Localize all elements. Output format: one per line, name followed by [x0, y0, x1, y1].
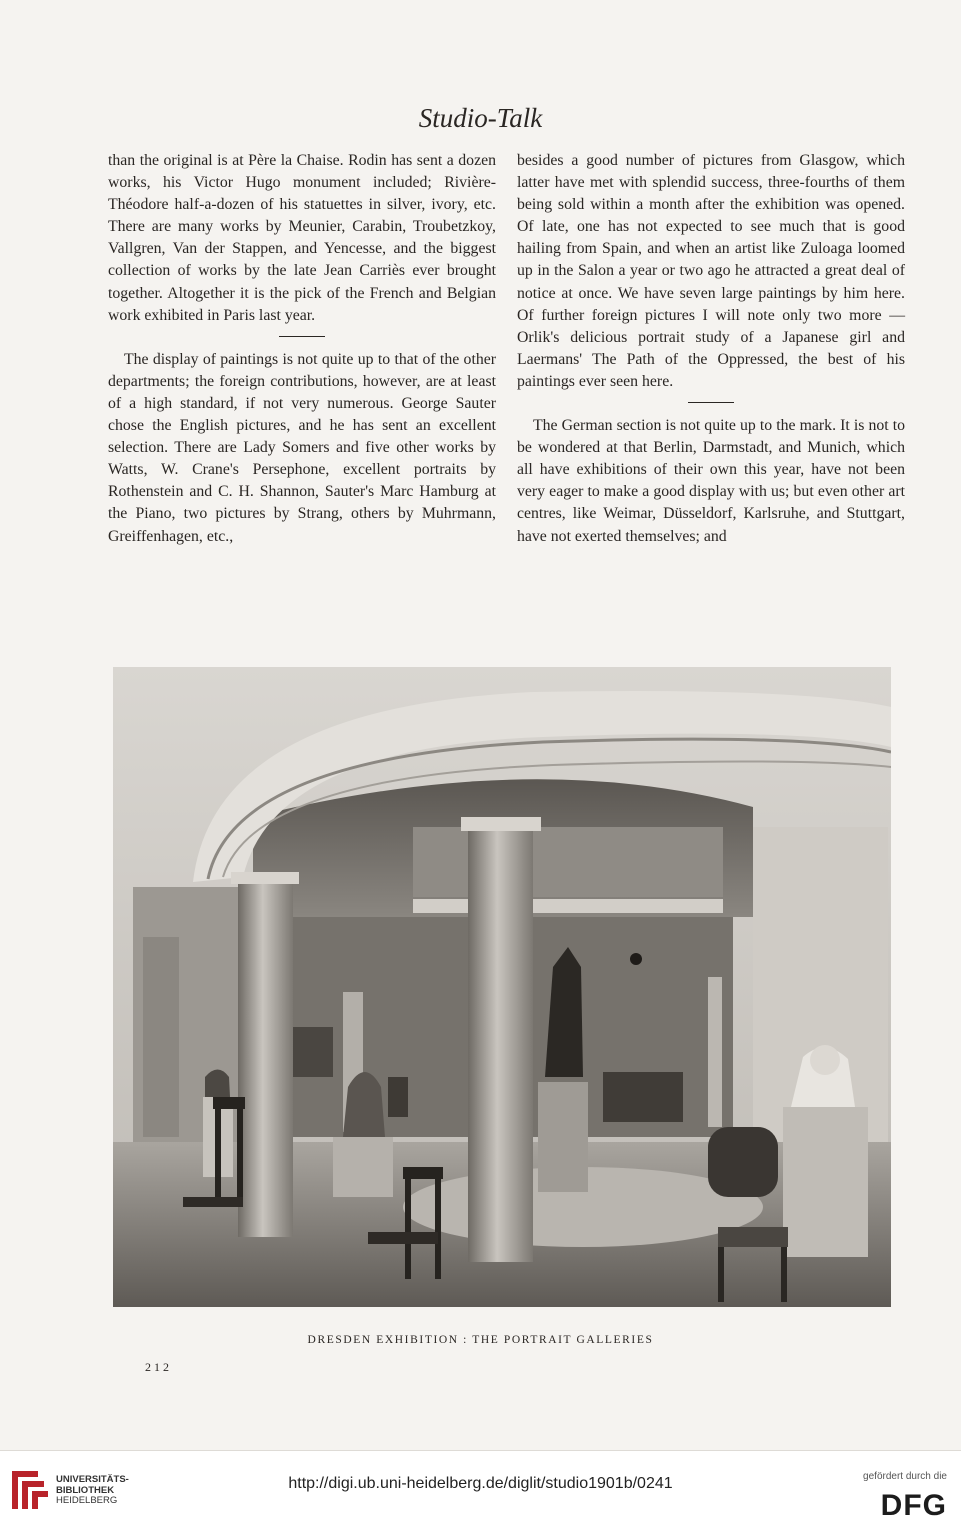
figure-caption: DRESDEN EXHIBITION : THE PORTRAIT GALLERIES [307, 1334, 654, 1346]
running-head: Studio-Talk [418, 103, 543, 133]
right-paragraph-1: besides a good number of pictures from Glasgow, which latter have met with splendid success, three-fourths of them being sold within a month after the exhibition was opened. Of late, one has not expected to see much that is good hailing from Spain, and when an artist like Zuloaga loomed up in the Salon a year or two ago he attracted a great deal of notice at once. We have seven large paintings by him here. Of further foreign pictures I will note only two more — Orlik's delicious portrait study of a Japanese girl and Laermans' The Path of the Oppressed, the best of his paintings ever seen here. [517, 152, 905, 390]
left-paragraph-2: The display of paintings is not quite up to that of the other departments; the foreign contributions, however, are at least of a high standard, if not very numerous. George Sauter chose the English pictures, and he has sent an excellent selection. There are Lady Somers and five other works by Watts, W. Crane's Persephone, excellent portraits by Rothenstein and C. H. Shannon, Sauter's Marc Hamburg at the Piano, two pictures by Strang, others by Muhrmann, Greiffenhagen, etc., [108, 350, 496, 545]
permalink-url[interactable]: http://digi.ub.uni-heidelberg.de/diglit/studio1901b/0241 [288, 1475, 673, 1492]
section-divider [688, 402, 734, 403]
right-column [517, 150, 905, 548]
section-divider [279, 336, 325, 337]
library-name-line: UNIVERSITÄTS- [56, 1474, 129, 1485]
page-number: 212 [145, 1360, 172, 1374]
library-name-line: HEIDELBERG [56, 1495, 118, 1506]
gallery-photograph [113, 667, 891, 1307]
right-paragraph-2: The German section is not quite up to the mark. It is not to be wondered at that Berlin, Darmstadt, and Munich, which all have exhibitions of their own this year, have not been very eager to make a good display with us; but even other art centres, like Weimar, Düsseldorf, Karlsruhe, and Stuttgart, have not exerted themselves; and [517, 417, 905, 545]
left-column [108, 150, 496, 548]
viewer-footer [0, 1450, 961, 1530]
library-name-line: BIBLIOTHEK [56, 1484, 115, 1496]
dfg-logo: DFG [880, 1489, 947, 1522]
funded-by-label: gefördert durch die [863, 1471, 947, 1482]
left-paragraph-1: than the original is at Père la Chaise. Rodin has sent a dozen works, his Victor Hugo monument included; Rivière-Théodore half-a-dozen of his statuettes in silver, ivory, etc. There are many works by Meunier, Carabin, Troubetzkoy, Vallgren, Van der Stappen, and Yencesse, and the biggest collection of works by the late Jean Carriès ever brought together. Altogether it is the pick of the French and Belgian work exhibited in Paris last year. [108, 152, 496, 324]
